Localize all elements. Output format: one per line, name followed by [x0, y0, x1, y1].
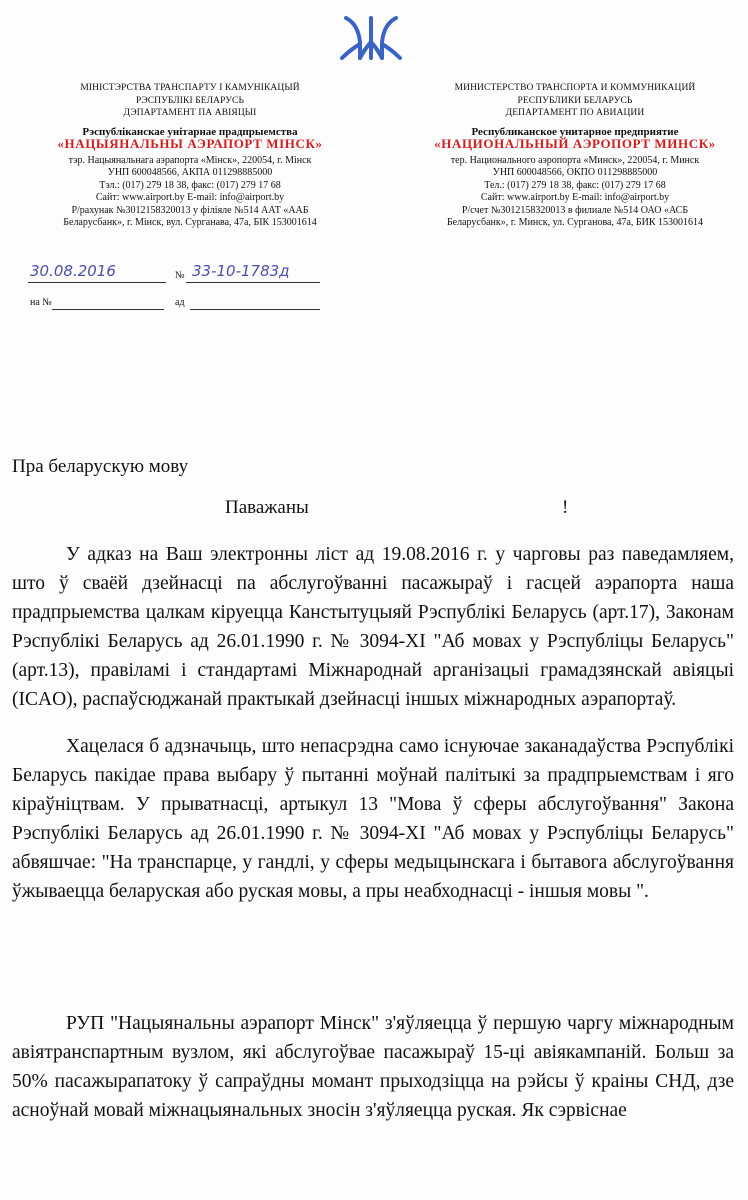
- airport-name: «НАЦЫЯНАЛЬНЫ АЭРАПОРТ МІНСК»: [57, 136, 323, 151]
- number-label: №: [175, 270, 185, 281]
- ministry-line2: РЕСПУБЛИКИ БЕЛАРУСЬ: [517, 95, 633, 106]
- body-paragraph: У адказ на Ваш электронны ліст ад 19.08.2016 г. у чарговы раз паведамляем, што ў сваёй дзейнасці па абслугоўванні пасажыраў і гасцей аэрапорта наша прадпрыемства цалкам кіруецца Канстытуцыяй Рэспублікі Беларусь (арт.17), Законам Рэспублікі Беларусь ад 26.01.1990 г. № 3094-XI "Аб мовах у Рэспубліцы Беларусь" (арт.13), правіламі і стандартамі Міжнароднай арганізацыі грамадзянскай авіяцыі (ICAO), распаўсюджанай практыкай дзейнасці іншых міжнародных аэрапортаў.: [12, 544, 734, 710]
- number-underline: [186, 282, 320, 283]
- bank-line: Р/счет №3012158320013 в филиале №514 ОАО «АСБ: [461, 204, 689, 216]
- greeting: Паважаны: [225, 497, 309, 518]
- on-number-underline: [52, 309, 164, 310]
- greeting-end: !: [562, 497, 569, 518]
- department: ДЭПАРТАМЕНТ ПА АВІЯЦЫІ: [123, 108, 257, 118]
- bank-line: Беларусбанк», г. Минск, ул. Сурганова, 47а, БИК 153001614: [446, 217, 704, 228]
- phone-line: Тел.: (017) 279 18 38, факс: (017) 279 17 68: [484, 179, 666, 191]
- date-underline: [28, 282, 166, 283]
- ministry-line1: МИНИСТЕРСТВО ТРАНСПОРТА И КОММУНИКАЦИЙ: [454, 83, 696, 93]
- header-right-russian: [420, 82, 730, 230]
- ministry-line2: РЭСПУБЛІКІ БЕЛАРУСЬ: [135, 95, 245, 106]
- body-paragraph: Хацелася б адзначыць, што непасрэдна само існуючае заканадаўства Рэспублікі Беларусь пакідае права выбару ў пытанні моўнай палітыкі за прадпрыемствам і яго кіраўніцтвам. У прыватнасці, артыкул 13 "Мова ў сферы абслугоўвання" Закона Рэспублікі Беларусь ад 26.01.1990 г. № 3094-XI "Аб мовах у Рэспубліцы Беларусь" абвяшчае: "На транспарце, у гандлі, у сферы медыцынскага і бытавога абслугоўвання ўжываецца беларуская або руская мовы, а пры неабходнасці - іншыя мовы ".: [12, 736, 734, 902]
- airport-name: «НАЦИОНАЛЬНЫЙ АЭРОПОРТ МИНСК»: [434, 136, 716, 151]
- website-line: Сайт: www.airport.by E-mail: info@airport.by: [95, 192, 285, 203]
- letter-date: 30.08.2016: [30, 262, 116, 280]
- registration-line: УНП 600048566, АКПА 011298885000: [107, 167, 273, 178]
- letter-number: 33-10-1783д: [192, 262, 290, 280]
- bank-line: Р/рахунак №3012158320013 у філіяле №514 ААТ «ААБ: [71, 204, 309, 216]
- header-left-belarusian: [40, 82, 340, 230]
- organization-type: Республиканское унитарное предприятие: [471, 125, 679, 138]
- body-paragraph: РУП "Нацыянальны аэрапорт Мінск" з'яўляецца ў першую чаргу міжнародным авіятранспартным вузлом, які абслугоўвае пасажыраў 15-ці авіякампаній. Больш за 50% пасажырапатоку ў сапраўдны момант прыходзіцца на рэйсы ў краіны СНД, дзе асноўнай мовай міжнацыянальных зносін з'яўляецца руская. Як сэрвіснае: [12, 1013, 734, 1121]
- registration-line: УНП 600048566, ОКПО 011298885000: [492, 167, 658, 178]
- from-label: ад: [175, 297, 185, 308]
- website-line: Сайт: www.airport.by E-mail: info@airport.by: [480, 192, 670, 203]
- department: ДЕПАРТАМЕНТ ПО АВИАЦИИ: [505, 108, 645, 118]
- phone-line: Тэл.: (017) 279 18 38, факс: (017) 279 17 68: [99, 179, 281, 191]
- from-underline: [190, 309, 320, 310]
- on-number-label: на №: [30, 297, 52, 308]
- address-line: тер. Национального аэропорта «Минск», 220054, г. Минск: [450, 154, 700, 166]
- airport-logo-icon: [336, 14, 406, 62]
- ministry-line1: МІНІСТЭРСТВА ТРАНСПАРТУ І КАМУНІКАЦЫЙ: [80, 83, 300, 93]
- address-line: тэр. Нацыянальнага аэрапорта «Мінск», 220054, г. Мінск: [68, 154, 312, 166]
- bank-line: Беларусбанк», г. Мінск, вул. Сурганава, 47а, БІК 153001614: [63, 217, 317, 228]
- letter-subject: Пра беларускую мову: [12, 456, 189, 477]
- organization-type: Рэспубліканскае унітарнае прадпрыемства: [82, 125, 298, 138]
